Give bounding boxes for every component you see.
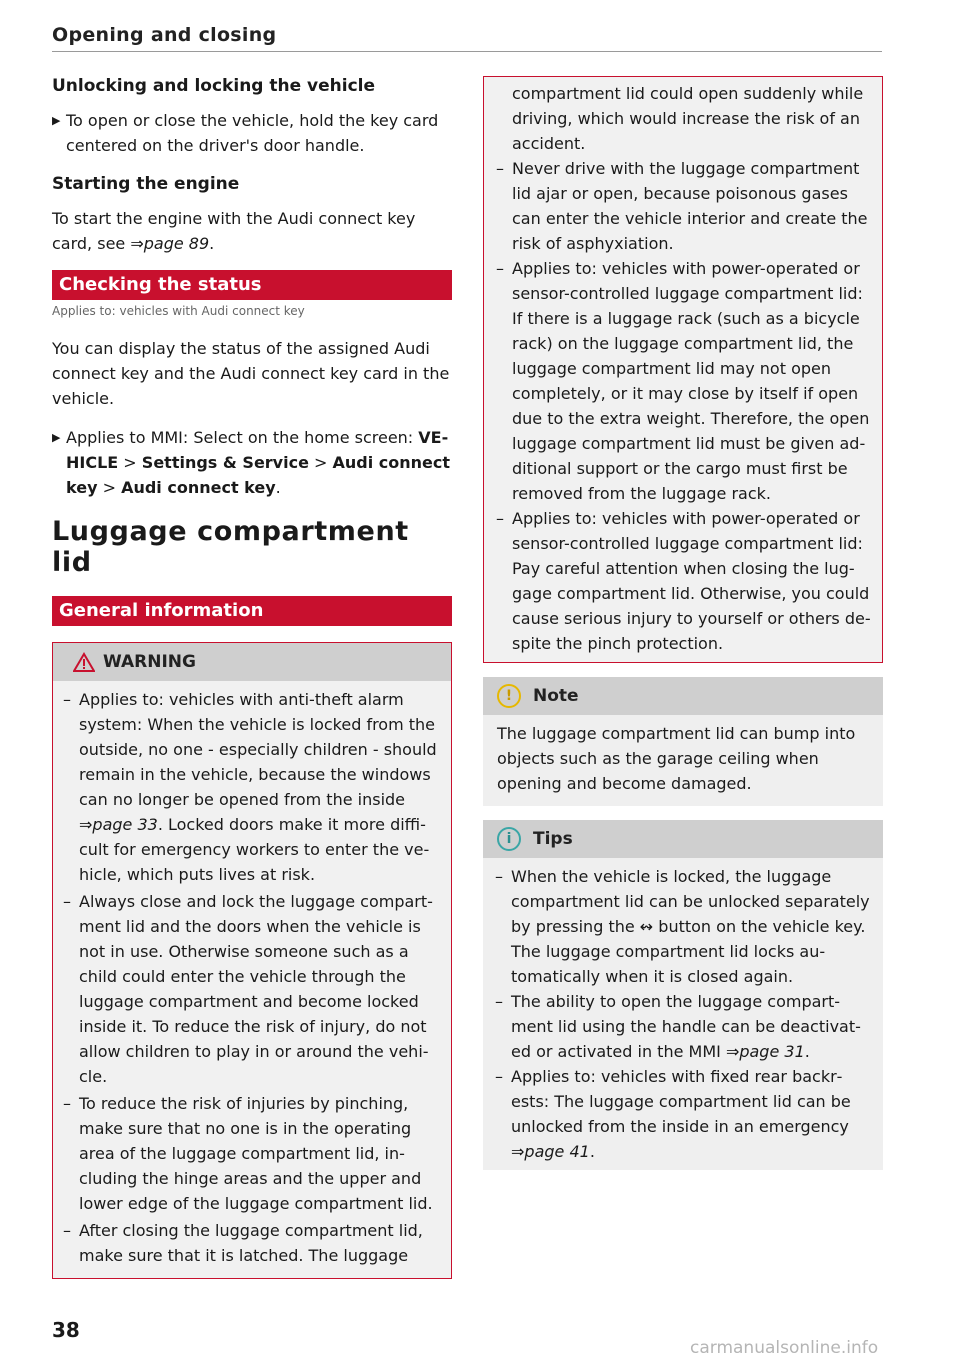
exclamation-circle-icon: ! — [497, 684, 521, 708]
page-ref-arrow-icon: ⇒ — [511, 1142, 525, 1161]
note-text: The luggage compartment lid can bump into objects such as the garage ceiling when opening and become damaged. — [497, 724, 856, 793]
note-header: ! Note — [483, 677, 883, 715]
watermark: carmanualsonline.info — [690, 1338, 879, 1358]
tip2-page-link[interactable]: page 31 — [739, 1042, 805, 1061]
warning-box — [52, 642, 452, 1279]
tip3-page-link[interactable]: page 41 — [524, 1142, 590, 1161]
list-item: – When the vehicle is locked, the luggage compartment lid can be unlocked separately by pressing the ↭ button on the vehicle key. The luggage compartment lid locks automatically when it is closed again. — [495, 867, 870, 986]
page-ref-arrow-icon: ⇒ — [130, 234, 144, 253]
list-item: – Applies to: vehicles with fixed rear backrests: The luggage compartment lid can be unlocked from the inside in an emergency ⇒page 41. — [495, 1067, 851, 1161]
warning-continued-list — [484, 77, 882, 662]
list-item: – Applies to: vehicles with power-operated or sensor-controlled luggage compartment lid: If there is a luggage rack (such as a bicycle rack) on the luggage compartment lid, the luggage compartment lid may not open completely, or it may close by itself if open due to the extra weight. Therefore, the open luggage compartment lid must be given additional support or the cargo must first be removed from the luggage rack. — [496, 259, 870, 503]
unlock-heading: Unlocking and locking the vehicle — [52, 76, 376, 96]
warning-page-link[interactable]: page 33 — [92, 815, 158, 834]
start-page-link[interactable]: page 89 — [143, 234, 210, 253]
warning-header: WARNING — [53, 643, 451, 681]
tips-list — [483, 858, 883, 1170]
page-header-title: Opening and closing — [52, 24, 277, 46]
list-item: – Applies to: vehicles with anti-theft alarm system: When the vehicle is locked from the outside, no one - especially children - should remain in the vehicle, because the windows can no longer be opened from the inside ⇒page 33. Locked doors make it more difficult for emergency workers to enter the vehicle, which puts lives at risk. — [63, 690, 437, 884]
triangle-bullet-icon: ▶ — [52, 114, 61, 127]
checking-text: You can display the status of the assigned Audi connect key and the Audi connect key card in the vehicle. — [52, 339, 450, 408]
section-heading: Luggage compartment lid — [52, 516, 409, 578]
start-heading: Starting the engine — [52, 174, 240, 194]
page-ref-arrow-icon: ⇒ — [79, 815, 93, 834]
list-item: – Applies to: vehicles with power-operated or sensor-controlled luggage compartment lid: Pay careful attention when closing the luggage compartment lid. Otherwise, you could cause serious injury to yourself or others despite the pinch protection. — [496, 509, 871, 653]
left-column — [52, 74, 452, 1279]
right-column — [483, 76, 883, 1170]
menu-settings-service: Settings & Service — [141, 453, 309, 472]
list-item: compartment lid could open suddenly while driving, which would increase the risk of an accident. — [512, 84, 864, 153]
list-item: – To reduce the risk of injuries by pinching, make sure that no one is in the operating area of the luggage compartment lid, including the hinge areas and the upper and lower edge of the luggage compartment lid. — [63, 1094, 433, 1213]
car-key-icon: ↭ — [639, 917, 654, 936]
tips-header: i Tips — [483, 820, 883, 858]
list-item: – After closing the luggage compartment lid, make sure that it is latched. The luggage — [63, 1221, 423, 1265]
checking-status-heading: Checking the status — [52, 270, 452, 300]
list-item: – Always close and lock the luggage compartment lid and the doors when the vehicle is not in use. Otherwise someone such as a child could enter the vehicle through the luggage compartment and become locked inside it. To reduce the risk of injury, do not allow children to play in or around the vehicle. — [63, 892, 433, 1086]
page-number: 38 — [52, 1318, 80, 1342]
warning-continued-box — [483, 76, 883, 663]
menu-vehicle: VEHICLE — [66, 428, 449, 472]
general-info-heading: General information — [52, 596, 452, 626]
info-circle-icon: i — [497, 827, 521, 851]
menu-audi-connect-key: Audi connect key — [66, 453, 451, 497]
warning-triangle-icon — [73, 652, 95, 672]
note-box — [483, 677, 883, 806]
unlock-step: ▶ To open or close the vehicle, hold the key card centered on the driver's door handle. — [52, 108, 452, 158]
checking-applies: Applies to: vehicles with Audi connect key — [52, 304, 305, 318]
list-item: – Never drive with the luggage compartment lid ajar or open, because poisonous gases can enter the vehicle interior and create the risk of asphyxiation. — [496, 159, 868, 253]
tips-box — [483, 820, 883, 1170]
header-divider — [52, 51, 882, 52]
checking-step: ▶ Applies to MMI: Select on the home screen: VEHICLE > Settings & Service > Audi connect key > Audi connect key. — [52, 425, 452, 500]
warning-list — [53, 681, 451, 1278]
start-text: To start the engine with the Audi connect key card, see ⇒page 89. — [52, 209, 416, 253]
list-item: – The ability to open the luggage compartment lid using the handle can be deactivated or activated in the MMI ⇒page 31. — [495, 992, 861, 1061]
menu-audi-connect-key-sub: Audi connect key — [121, 478, 276, 497]
triangle-bullet-icon: ▶ — [52, 431, 61, 444]
page-ref-arrow-icon: ⇒ — [725, 1042, 740, 1061]
